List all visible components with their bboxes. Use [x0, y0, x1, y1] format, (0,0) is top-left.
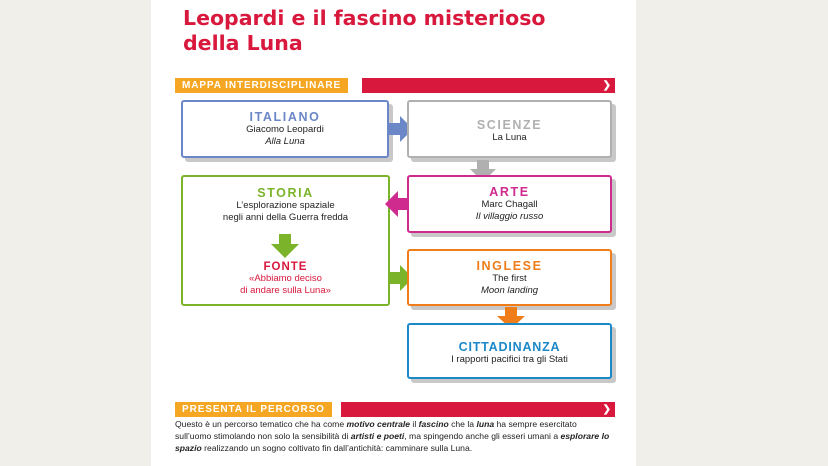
cittadinanza-box — [407, 323, 612, 379]
inglese-box — [407, 249, 612, 306]
mappa-band[interactable] — [175, 78, 615, 93]
chevron-down-icon[interactable]: ❯ — [602, 80, 611, 91]
storia-heading: STORIA — [257, 186, 314, 200]
fonte-quote-1: «Abbiamo deciso — [249, 273, 322, 284]
cittadinanza-heading: CITTADINANZA — [458, 340, 561, 354]
italiano-box — [181, 100, 389, 158]
italiano-work: Alla Luna — [265, 136, 305, 147]
percorso-band-bar — [341, 402, 615, 417]
arte-work: Il villaggio russo — [475, 211, 544, 222]
fonte-quote-2: di andare sulla Luna» — [240, 285, 331, 296]
percorso-band-label: PRESENTA IL PERCORSO — [175, 402, 332, 417]
storia-line-2: negli anni della Guerra fredda — [222, 212, 349, 223]
mappa-band-bar — [362, 78, 615, 93]
arrow-down-icon — [271, 234, 299, 258]
arte-heading: ARTE — [489, 185, 530, 199]
storia-line-1: L’esplorazione spaziale — [236, 200, 335, 211]
percorso-description: Questo è un percorso tematico che ha come motivo centrale il fascino che la luna ha sempre esercitato sull’uomo stimolando non solo la sensibilità di artisti e poeti, ma spingendo anche gli esseri umani a esplorare lo spazio realizzando un sogno coltivato fin dall’antichità: camminare sulla Luna. — [175, 419, 610, 454]
scienze-topic: La Luna — [492, 132, 527, 143]
arrow-left-icon — [385, 191, 409, 217]
mappa-band-label: MAPPA INTERDISCIPLINARE — [175, 78, 348, 93]
scienze-heading: SCIENZE — [476, 118, 543, 132]
inglese-heading: INGLESE — [476, 259, 543, 273]
arte-author: Marc Chagall — [481, 199, 538, 210]
title-line-1: Leopardi e il fascino misterioso — [183, 6, 546, 30]
inglese-line-2: Moon landing — [480, 285, 539, 296]
cittadinanza-topic: I rapporti pacifici tra gli Stati — [451, 354, 568, 365]
percorso-band[interactable] — [175, 402, 615, 417]
chevron-down-icon[interactable]: ❯ — [602, 404, 611, 415]
inglese-line-1: The first — [492, 273, 527, 284]
scienze-box — [407, 100, 612, 158]
title-line-2: della Luna — [183, 31, 303, 55]
page — [151, 0, 636, 466]
italiano-author: Giacomo Leopardi — [246, 124, 324, 135]
arte-box — [407, 175, 612, 233]
storia-box — [181, 175, 390, 306]
page-title — [183, 6, 623, 56]
italiano-heading: ITALIANO — [249, 110, 321, 124]
fonte-heading: FONTE — [263, 261, 308, 273]
